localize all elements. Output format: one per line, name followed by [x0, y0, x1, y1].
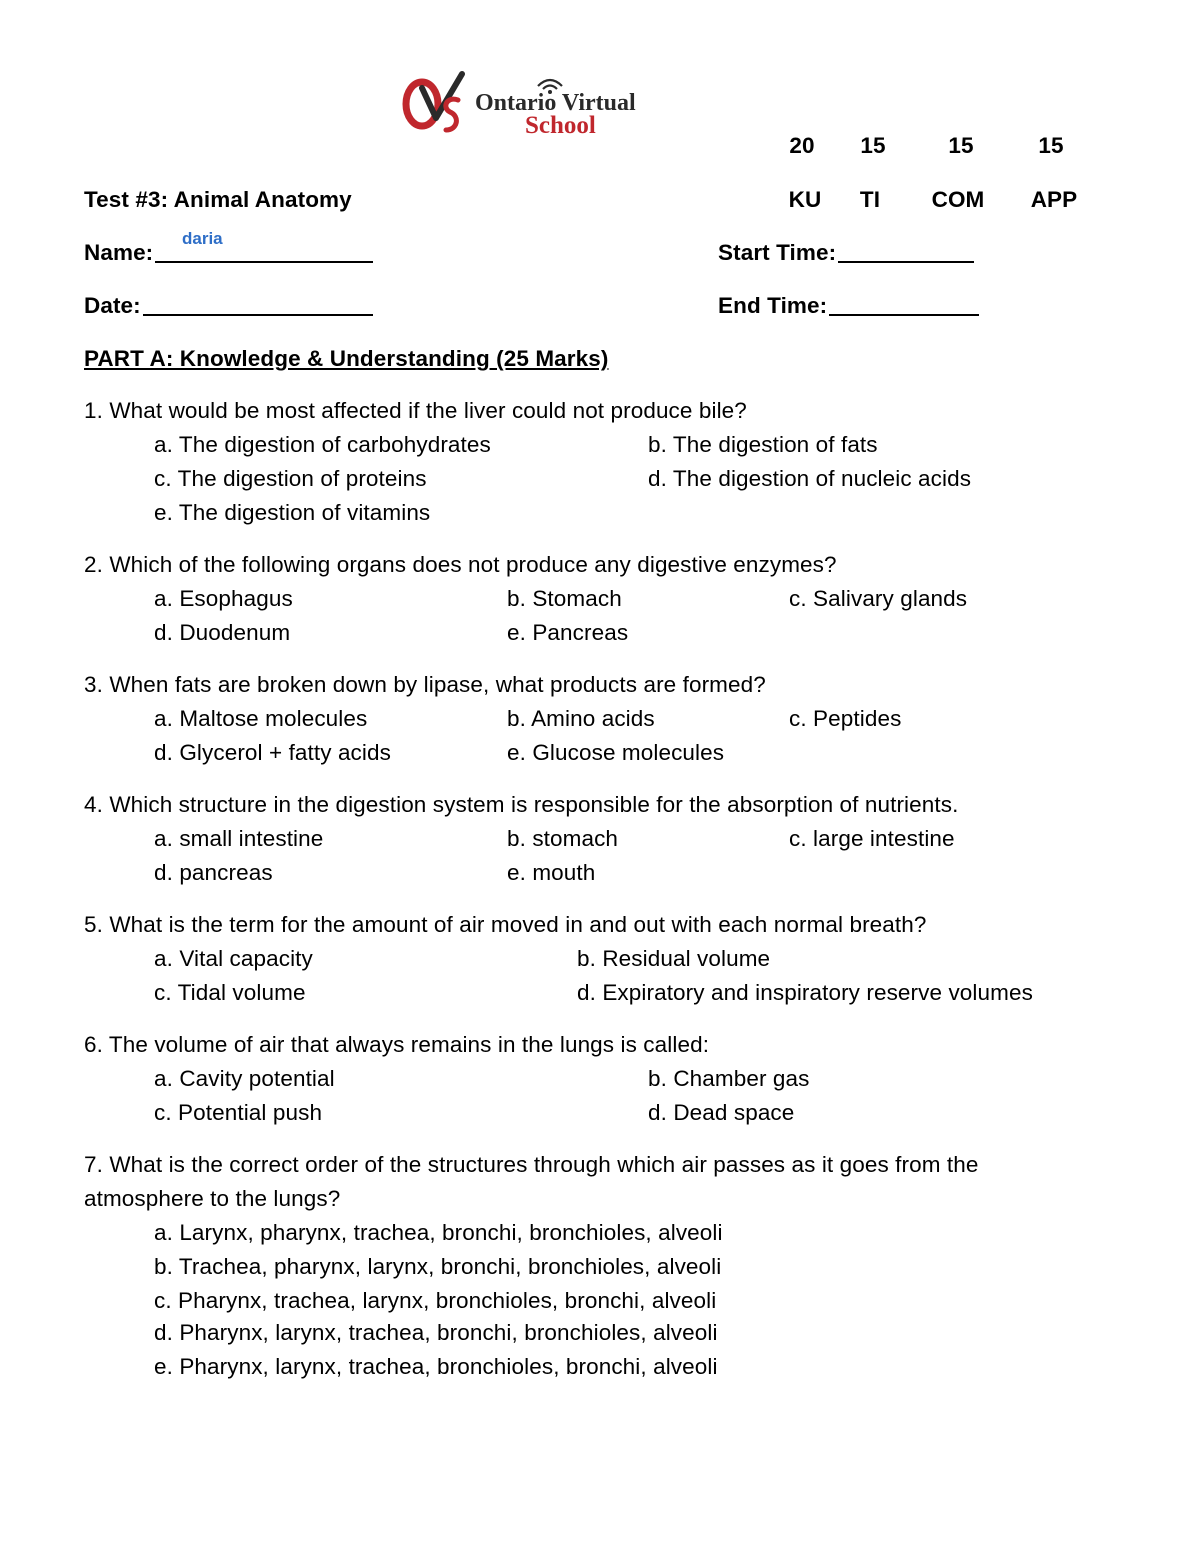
mark-value-com: 15: [948, 133, 974, 158]
option-1e[interactable]: e. The digestion of vitamins: [154, 500, 431, 525]
option-4b[interactable]: b. stomach: [507, 826, 619, 851]
option-6c[interactable]: c. Potential push: [154, 1100, 323, 1125]
option-6b[interactable]: b. Chamber gas: [648, 1066, 810, 1091]
option-2a[interactable]: a. Esophagus: [154, 586, 293, 611]
option-5b[interactable]: b. Residual volume: [577, 946, 771, 971]
name-field[interactable]: [84, 238, 373, 268]
ovs-logo-icon: [400, 70, 475, 142]
option-3c[interactable]: c. Peptides: [789, 706, 902, 731]
date-field[interactable]: [84, 291, 373, 321]
option-2b[interactable]: b. Stomach: [507, 586, 622, 611]
option-2d[interactable]: d. Duodenum: [154, 620, 291, 645]
option-2e[interactable]: e. Pancreas: [507, 620, 629, 645]
question-7-line1: 7. What is the correct order of the structures through which air passes as it goes from the: [84, 1152, 979, 1177]
mark-value-ti: 15: [860, 133, 886, 158]
option-1c[interactable]: c. The digestion of proteins: [154, 466, 427, 491]
mark-label-ti: TI: [859, 187, 881, 212]
mark-value-ku: 20: [789, 133, 815, 158]
option-4a[interactable]: a. small intestine: [154, 826, 324, 851]
option-7e[interactable]: e. Pharynx, larynx, trachea, bronchioles, bronchi, alveoli: [154, 1354, 718, 1379]
start-time-label: Start Time:: [718, 240, 837, 265]
start-time-blank[interactable]: [838, 239, 974, 263]
question-6: 6. The volume of air that always remains in the lungs is called:: [84, 1032, 710, 1057]
logo-text-school: School: [525, 112, 596, 139]
school-logo: [400, 70, 670, 142]
date-label: Date:: [84, 293, 141, 318]
option-5c[interactable]: c. Tidal volume: [154, 980, 306, 1005]
option-1a[interactable]: a. The digestion of carbohydrates: [154, 432, 491, 457]
option-6a[interactable]: a. Cavity potential: [154, 1066, 335, 1091]
logo-text-ontario-virtual: Ontario Virtual: [475, 90, 636, 116]
test-title: Test #3: Animal Anatomy: [84, 187, 352, 212]
end-time-blank[interactable]: [829, 292, 979, 316]
option-4c[interactable]: c. large intestine: [789, 826, 955, 851]
option-7b[interactable]: b. Trachea, pharynx, larynx, bronchi, bronchioles, alveoli: [154, 1254, 722, 1279]
mark-label-ku: KU: [788, 187, 822, 212]
name-label: Name:: [84, 240, 154, 265]
option-4e[interactable]: e. mouth: [507, 860, 596, 885]
option-3b[interactable]: b. Amino acids: [507, 706, 655, 731]
option-3a[interactable]: a. Maltose molecules: [154, 706, 368, 731]
question-4: 4. Which structure in the digestion system is responsible for the absorption of nutrients.: [84, 792, 959, 817]
option-4d[interactable]: d. pancreas: [154, 860, 273, 885]
part-a-heading: PART A: Knowledge & Understanding (25 Marks): [84, 346, 609, 371]
option-1b[interactable]: b. The digestion of fats: [648, 432, 878, 457]
end-time-label: End Time:: [718, 293, 828, 318]
option-1d[interactable]: d. The digestion of nucleic acids: [648, 466, 972, 491]
question-2: 2. Which of the following organs does not produce any digestive enzymes?: [84, 552, 837, 577]
question-3: 3. When fats are broken down by lipase, what products are formed?: [84, 672, 766, 697]
start-time-field[interactable]: [718, 238, 974, 268]
option-7c[interactable]: c. Pharynx, trachea, larynx, bronchioles, bronchi, alveoli: [154, 1288, 717, 1313]
option-7d[interactable]: d. Pharynx, larynx, trachea, bronchi, bronchioles, alveoli: [154, 1320, 718, 1345]
option-6d[interactable]: d. Dead space: [648, 1100, 795, 1125]
option-2c[interactable]: c. Salivary glands: [789, 586, 968, 611]
question-1: 1. What would be most affected if the liver could not produce bile?: [84, 398, 747, 423]
end-time-field[interactable]: [718, 291, 979, 321]
name-value: daria: [182, 229, 223, 248]
option-3e[interactable]: e. Glucose molecules: [507, 740, 725, 765]
mark-label-app: APP: [1030, 187, 1078, 212]
option-3d[interactable]: d. Glycerol + fatty acids: [154, 740, 391, 765]
option-5a[interactable]: a. Vital capacity: [154, 946, 313, 971]
mark-label-com: COM: [931, 187, 985, 212]
question-5: 5. What is the term for the amount of air moved in and out with each normal breath?: [84, 912, 927, 937]
option-5d[interactable]: d. Expiratory and inspiratory reserve volumes: [577, 980, 1033, 1005]
mark-value-app: 15: [1038, 133, 1064, 158]
date-blank[interactable]: [143, 292, 373, 316]
option-7a[interactable]: a. Larynx, pharynx, trachea, bronchi, bronchioles, alveoli: [154, 1220, 723, 1245]
question-7-line2: atmosphere to the lungs?: [84, 1186, 341, 1211]
